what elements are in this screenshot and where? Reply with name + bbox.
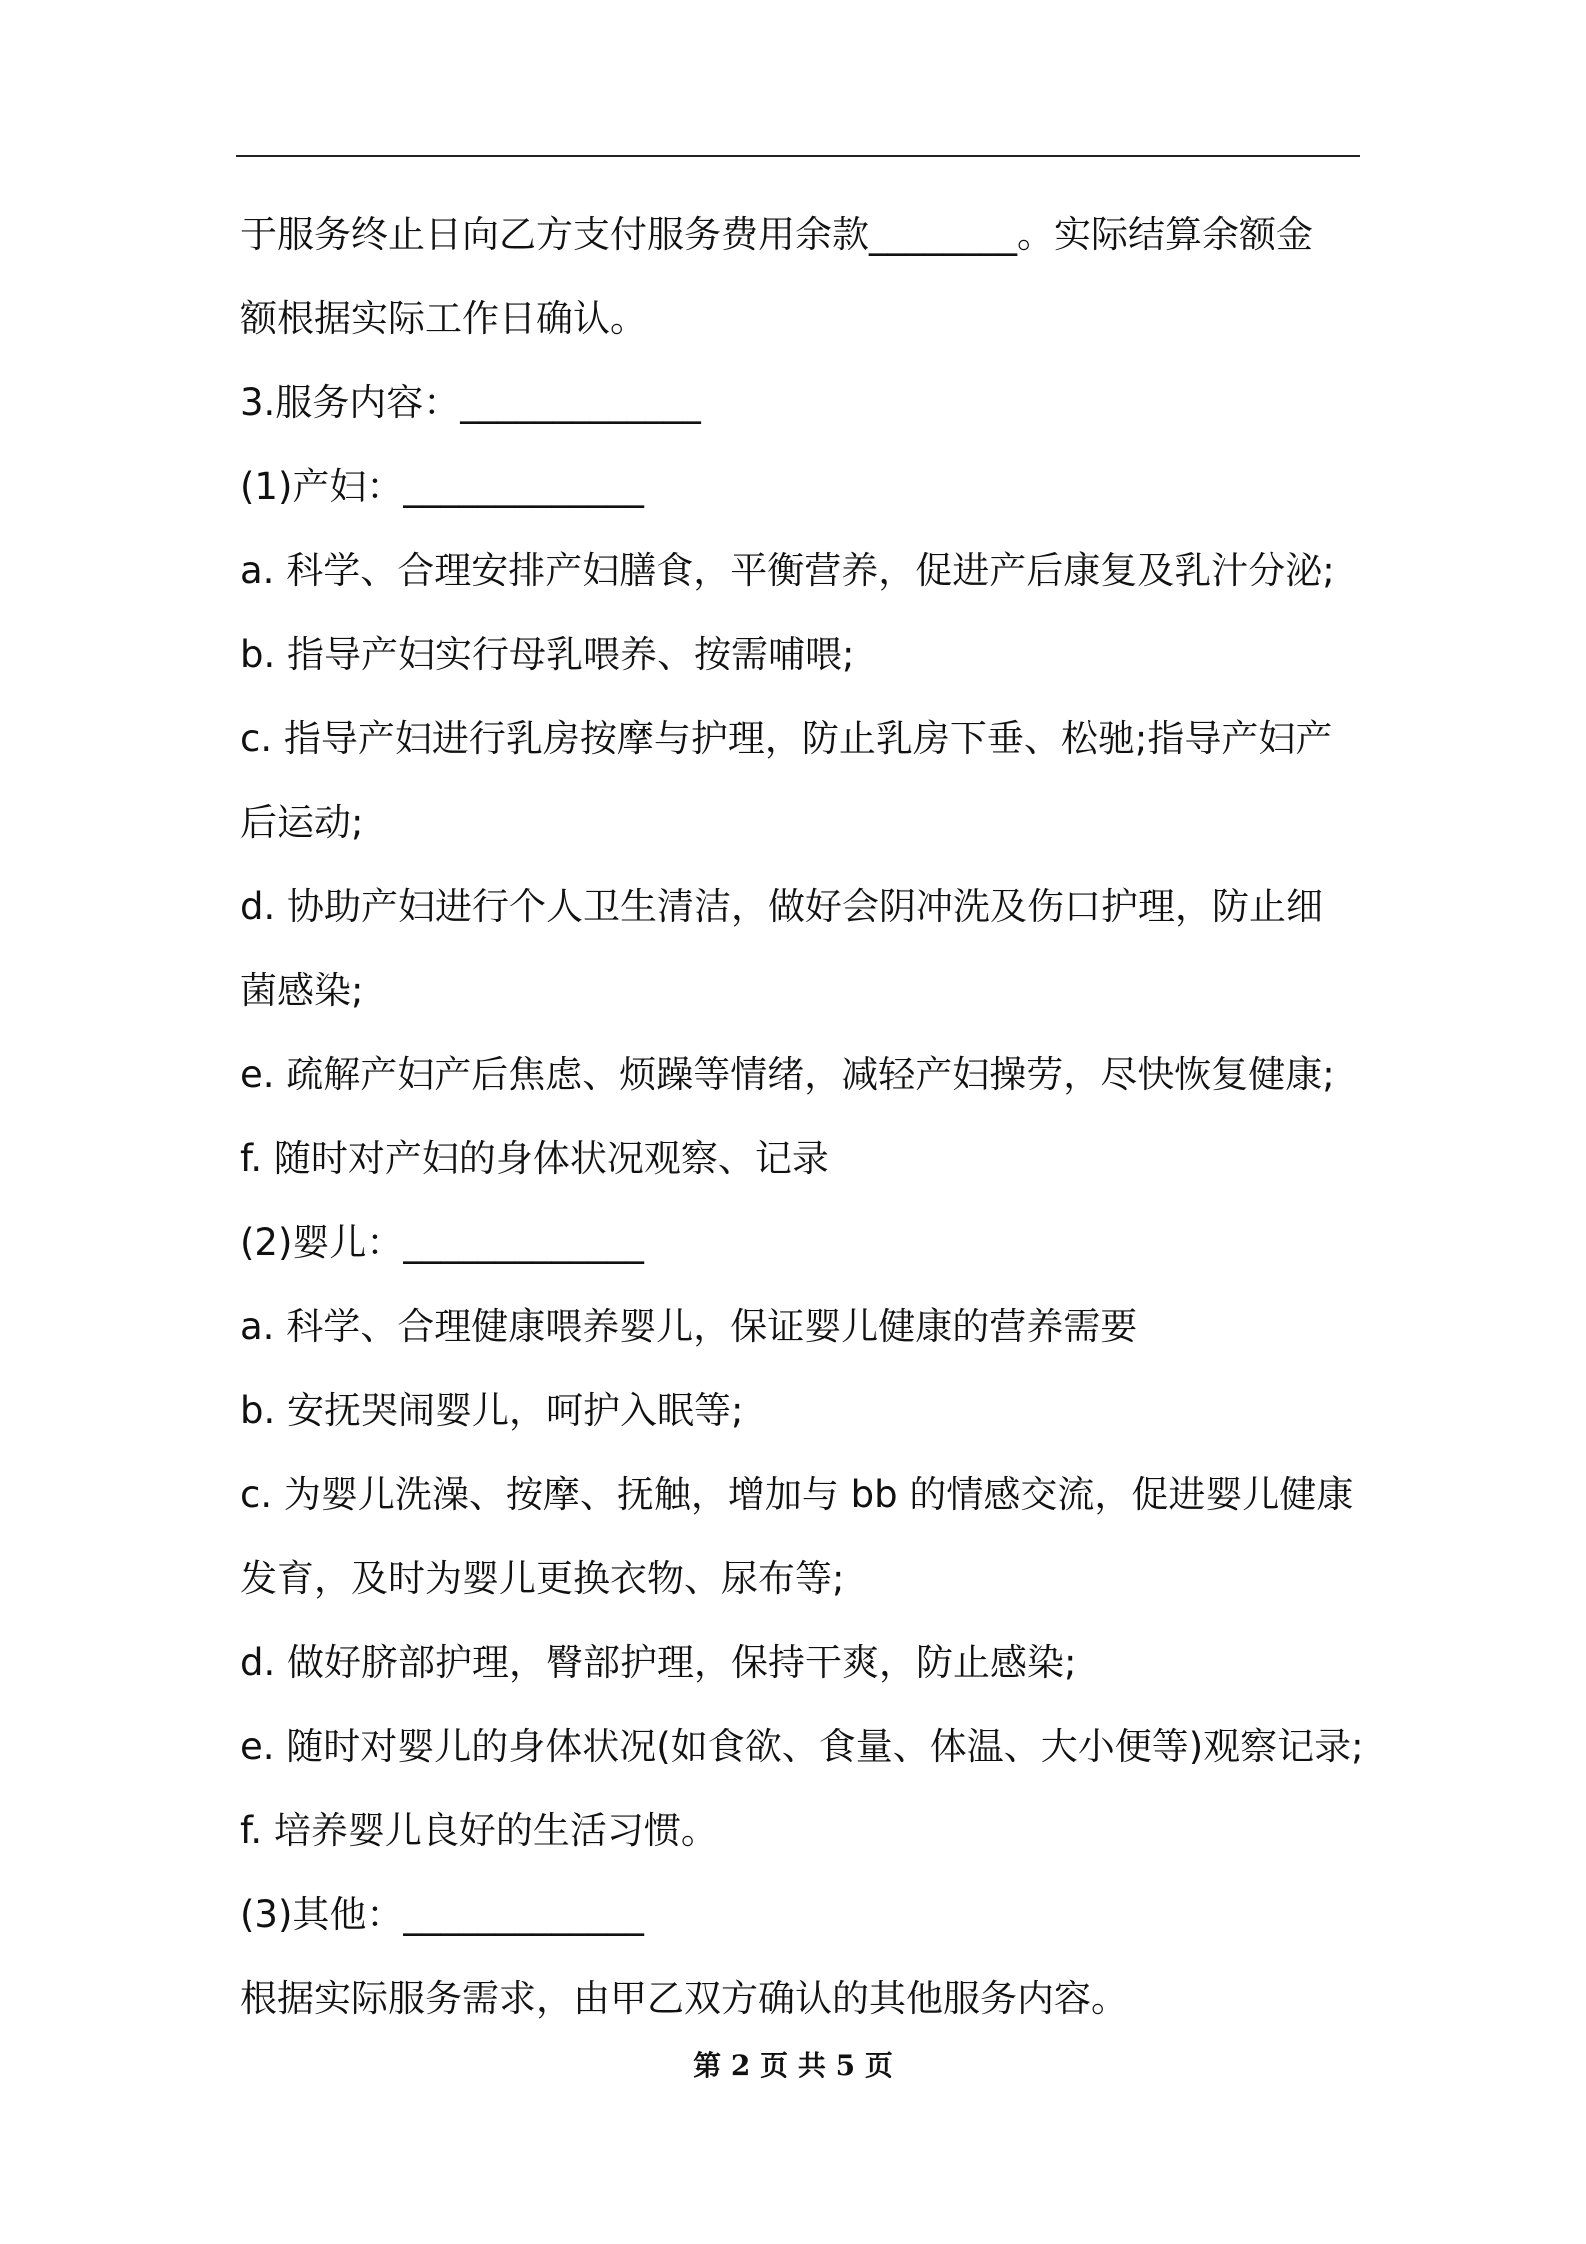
list-item: f. 随时对产妇的身体状况观察、记录 (240, 1137, 829, 1180)
list-item: e. 疏解产妇产后焦虑、烦躁等情绪，减轻产妇操劳，尽快恢复健康; (240, 1053, 1335, 1096)
list-item-continuation: 菌感染; (240, 969, 364, 1012)
subsection-heading: (3)其他：_____________ (240, 1893, 644, 1936)
subsection-heading: (1)产妇：_____________ (240, 465, 644, 508)
section-heading: 3.服务内容：_____________ (240, 381, 701, 424)
page-footer: 第 2 页 共 5 页 (693, 2049, 893, 2082)
list-item-continuation: 后运动; (240, 801, 364, 844)
list-item: d. 协助产妇进行个人卫生清洁，做好会阴冲洗及伤口护理，防止细 (240, 885, 1324, 928)
text-line: 根据实际服务需求，由甲乙双方确认的其他服务内容。 (240, 1977, 1128, 2020)
list-item: e. 随时对婴儿的身体状况(如食欲、食量、体温、大小便等)观察记录; (240, 1725, 1364, 1768)
list-item: a. 科学、合理健康喂养婴儿，保证婴儿健康的营养需要 (240, 1305, 1138, 1348)
list-item-continuation: 发育，及时为婴儿更换衣物、尿布等; (240, 1557, 845, 1600)
list-item: d. 做好脐部护理，臀部护理，保持干爽，防止感染; (240, 1641, 1077, 1684)
subsection-heading: (2)婴儿：_____________ (240, 1221, 644, 1264)
document-body (240, 193, 1366, 2041)
text-line: 额根据实际工作日确认。 (240, 297, 647, 340)
list-item: a. 科学、合理安排产妇膳食，平衡营养，促进产后康复及乳汁分泌; (240, 549, 1335, 592)
list-item: c. 为婴儿洗澡、按摩、抚触，增加与 bb 的情感交流，促进婴儿健康 (240, 1473, 1354, 1516)
list-item: f. 培养婴儿良好的生活习惯。 (240, 1809, 718, 1852)
list-item: c. 指导产妇进行乳房按摩与护理，防止乳房下垂、松驰;指导产妇产 (240, 717, 1333, 760)
text-line: 于服务终止日向乙方支付服务费用余款________。实际结算余额金 (240, 213, 1313, 256)
header-rule (236, 155, 1360, 157)
list-item: b. 指导产妇实行母乳喂养、按需哺喂; (240, 633, 855, 676)
list-item: b. 安抚哭闹婴儿，呵护入眠等; (240, 1389, 744, 1432)
